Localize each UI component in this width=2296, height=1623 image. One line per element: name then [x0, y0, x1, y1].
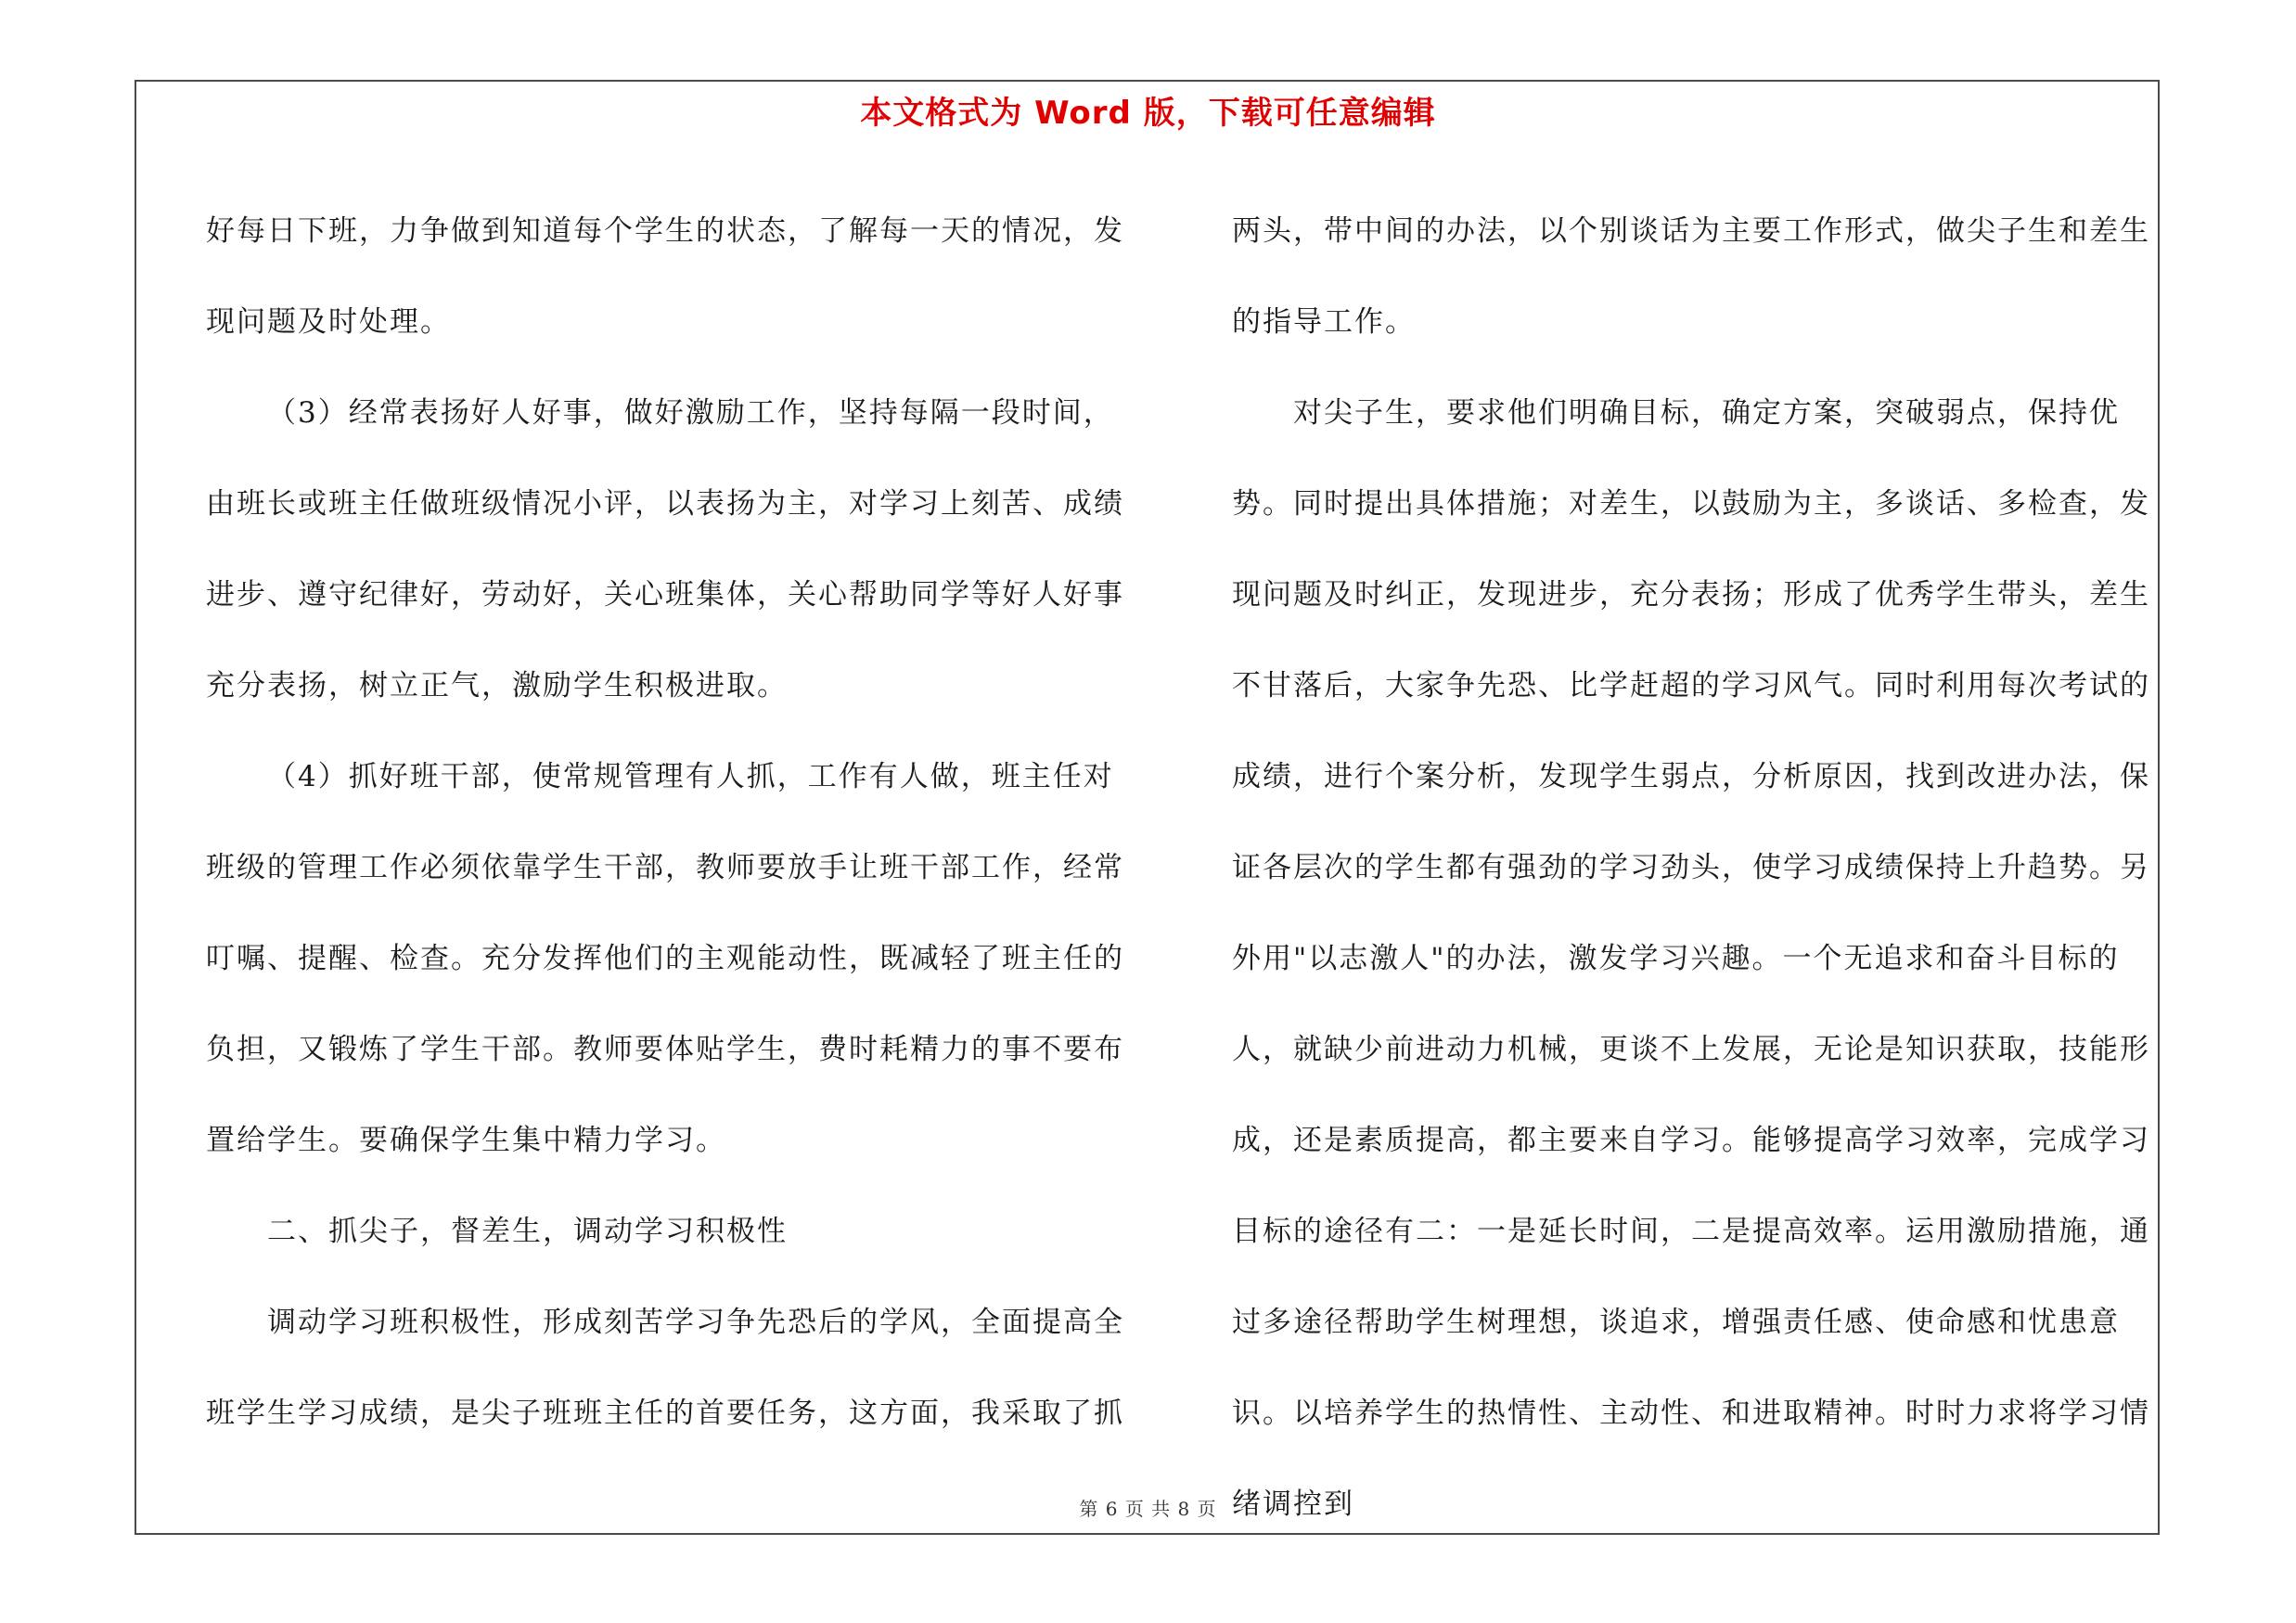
paragraph-item-3: （3）经常表扬好人好事，做好激励工作，坚持每隔一段时间，由班长或班主任做班级情况小评，以表扬为主，对学习上刻苦、成绩进步、遵守纪律好，劳动好，关心班集体，关心帮助同学等好人好事充分表扬，树立正气，激励学生积极进取。	[206, 396, 1124, 702]
paragraph-item-4: （4）抓好班干部，使常规管理有人抓，工作有人做，班主任对班级的管理工作必须依靠学生干部，教师要放手让班干部工作，经常叮嘱、提醒、检查。充分发挥他们的主观能动性，既减轻了班主任的负担，又锻炼了学生干部。教师要体贴学生，费时耗精力的事不要布置给学生。要确保学生集中精力学习。	[206, 760, 1124, 1157]
paragraph-continuation: 好每日下班，力争做到知道每个学生的状态，了解每一天的情况，发现问题及时处理。	[206, 214, 1124, 339]
right-text-column	[1232, 186, 2160, 1550]
page-number: 第 6 页 共 8 页	[1079, 1498, 1217, 1520]
left-text-column	[206, 186, 1134, 1459]
header-banner: 本文格式为 Word 版，下载可任意编辑	[860, 95, 1436, 132]
paragraph-continuation: 两头，带中间的办法，以个别谈话为主要工作形式，做尖子生和差生的指导工作。	[1232, 214, 2150, 339]
section-heading: 二、抓尖子，督差生，调动学习积极性	[267, 1215, 788, 1248]
paragraph-top-students: 对尖子生，要求他们明确目标，确定方案，突破弱点，保持优势。同时提出具体措施；对差生，以鼓励为主，多谈话、多检查，发现问题及时纠正，发现进步，充分表扬；形成了优秀学生带头，差生不甘落后，大家争先恐、比学赶超的学习风气。同时利用每次考试的成绩，进行个案分析，发现学生弱点，分析原因，找到改进办法，保证各层次的学生都有强劲的学习劲头，使学习成绩保持上升趋势。另外用"以志激人"的办法，激发学习兴趣。一个无追求和奋斗目标的人，就缺少前进动力机械，更谈不上发展，无论是知识获取，技能形成，还是素质提高，都主要来自学习。能够提高学习效率，完成学习目标的途径有二：一是延长时间，二是提高效率。运用激励措施，通过多途径帮助学生树理想，谈追求，增强责任感、使命感和忧患意识。以培养学生的热情性、主动性、和进取精神。时时力求将学习情绪调控到	[1232, 396, 2150, 1521]
paragraph-section-intro: 调动学习班积极性，形成刻苦学习争先恐后的学风，全面提高全班学生学习成绩，是尖子班班主任的首要任务，这方面，我采取了抓	[206, 1306, 1124, 1430]
